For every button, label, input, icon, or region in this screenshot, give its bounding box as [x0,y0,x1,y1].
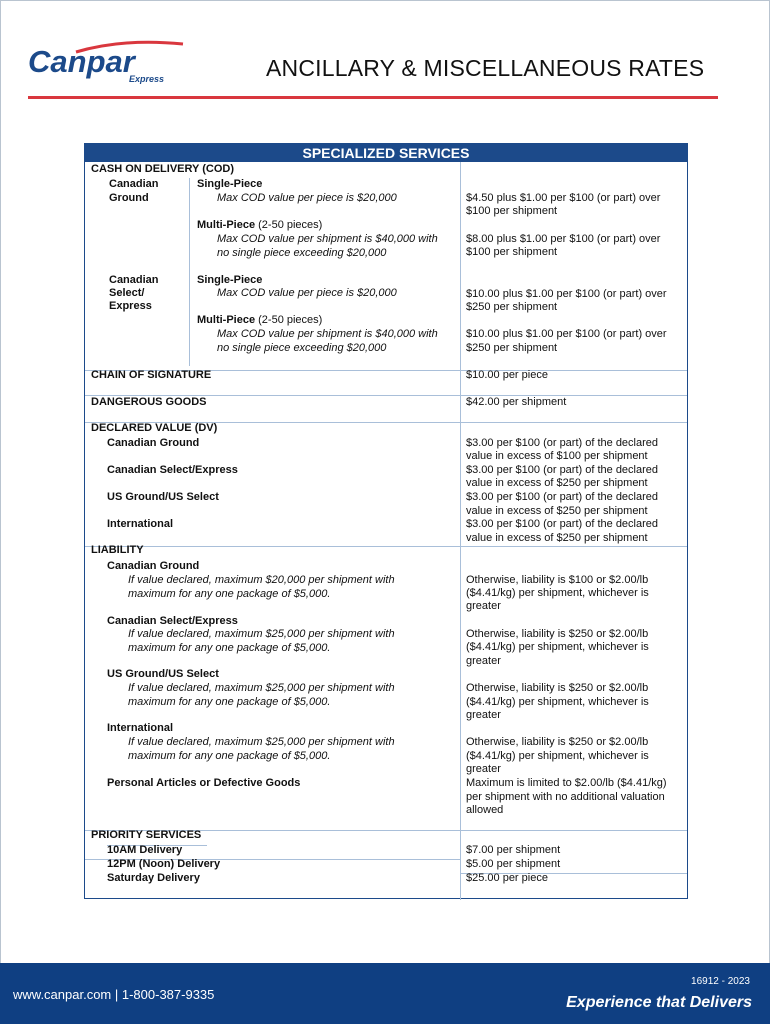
footer-tagline: Experience that Delivers [566,994,752,1011]
dv-rate: $3.00 per $100 (or part) of the declared [466,464,659,476]
cod-rate: $100 per shipment [466,246,558,258]
document-code: 16912 - 2023 [691,976,750,987]
liability-select: Canadian Select/Express [107,615,238,627]
cod-select-label: Canadian [109,274,159,286]
liability-personal: Personal Articles or Defective Goods [107,777,301,789]
page-title: ANCILLARY & MISCELLANEOUS RATES [266,55,705,81]
chain-rate: $10.00 per piece [466,369,548,381]
liability-rate: Maximum is limited to $2.00/lb ($4.41/kg) [466,777,667,789]
liability-desc: If value declared, maximum $25,000 per shipment with [128,736,395,748]
dv-rate: $3.00 per $100 (or part) of the declared [466,437,659,449]
cod-desc: Max COD value per piece is $20,000 [217,287,397,299]
liability-rate: greater [466,763,501,775]
cod-select-label: Express [109,300,152,312]
liability-us: US Ground/US Select [107,668,219,680]
dv-rate: $3.00 per $100 (or part) of the declared [466,491,659,503]
liability-heading: LIABILITY [91,544,144,556]
cod-desc: Max COD value per piece is $20,000 [217,192,397,204]
dv-us: US Ground/US Select [107,491,219,503]
liability-rate: allowed [466,804,504,816]
liability-desc: maximum for any one package of $5,000. [128,750,331,762]
dv-heading: DECLARED VALUE (DV) [91,422,218,434]
cod-desc: no single piece exceeding $20,000 [217,247,387,259]
liability-desc: If value declared, maximum $25,000 per shipment with [128,628,395,640]
canpar-logo [28,38,188,88]
liability-rate: Otherwise, liability is $100 or $2.00/lb [466,574,649,586]
cod-heading: CASH ON DELIVERY (COD) [91,163,235,175]
cod-single-piece: Single-Piece [197,178,263,190]
liability-rate: ($4.41/kg) per shipment, whichever is [466,696,649,708]
logo-sub: Express [129,74,165,84]
dangerous-rate: $42.00 per shipment [466,396,567,408]
cod-desc: no single piece exceeding $20,000 [217,342,387,354]
liability-desc: maximum for any one package of $5,000. [128,696,331,708]
cod-rate: $10.00 plus $1.00 per $100 (or part) over [466,288,667,300]
priority-heading: PRIORITY SERVICES [91,829,202,841]
liability-rate: greater [466,600,501,612]
footer-bar [0,963,770,1024]
liability-rate: Otherwise, liability is $250 or $2.00/lb [466,682,649,694]
liability-desc: maximum for any one package of $5,000. [128,642,331,654]
liability-desc: If value declared, maximum $20,000 per shipment with [128,574,395,586]
cod-select-label: Select/ [109,287,145,299]
cod-desc: Max COD value per shipment is $40,000 with [217,233,438,245]
logo-brand: Canpar [28,44,135,79]
cod-single-piece: Single-Piece [197,274,263,286]
cod-label-column [107,178,190,366]
title-rule [28,96,718,99]
cod-multi-piece-range: (2-50 pieces) [255,314,323,326]
priority-rate: $7.00 per shipment [466,844,561,856]
dv-select: Canadian Select/Express [107,464,238,476]
liability-desc: If value declared, maximum $25,000 per shipment with [128,682,395,694]
dv-intl: International [107,518,174,530]
cod-rate: $100 per shipment [466,205,558,217]
priority-saturday: Saturday Delivery [107,872,200,884]
liability-intl: International [107,722,174,734]
dangerous-label: DANGEROUS GOODS [91,396,207,408]
liability-rate: ($4.41/kg) per shipment, whichever is [466,587,649,599]
priority-10am: 10AM Delivery [107,844,183,856]
liability-ground: Canadian Ground [107,560,200,572]
priority-rate: $25.00 per piece [466,872,548,884]
liability-rate: ($4.41/kg) per shipment, whichever is [466,750,649,762]
chain-label: CHAIN OF SIGNATURE [91,369,212,381]
liability-rate: Otherwise, liability is $250 or $2.00/lb [466,736,649,748]
cod-rate: $8.00 plus $1.00 per $100 (or part) over [466,233,661,245]
rates-table [84,143,688,899]
column-divider [460,162,461,900]
liability-desc: maximum for any one package of $5,000. [128,588,331,600]
cod-multi-piece [197,219,322,233]
cod-multi-piece [197,314,322,328]
liability-rate: per shipment with no additional valuation [466,791,665,803]
dv-rate: $3.00 per $100 (or part) of the declared [466,518,659,530]
priority-rate: $5.00 per shipment [466,858,561,870]
dv-rate: value in excess of $250 per shipment [466,505,648,517]
cod-rate: $250 per shipment [466,342,558,354]
table-heading: SPECIALIZED SERVICES [85,144,687,162]
dv-rate: value in excess of $100 per shipment [466,450,648,462]
priority-noon: 12PM (Noon) Delivery [107,858,221,870]
cod-multi-piece-range: (2-50 pieces) [255,219,323,231]
row-divider [85,546,687,547]
liability-rate: ($4.41/kg) per shipment, whichever is [466,641,649,653]
cod-rate: $4.50 plus $1.00 per $100 (or part) over [466,192,661,204]
liability-rate: greater [466,655,501,667]
cod-desc: Max COD value per shipment is $40,000 with [217,328,438,340]
dv-ground: Canadian Ground [107,437,200,449]
cod-rate: $10.00 plus $1.00 per $100 (or part) over [466,328,667,340]
cod-ground-label: Ground [109,192,149,204]
dv-rate: value in excess of $250 per shipment [466,477,648,489]
cod-multi-piece-label: Multi-Piece [197,314,256,326]
cod-multi-piece-label: Multi-Piece [197,219,256,231]
footer-contact[interactable]: www.canpar.com | 1-800-387-9335 [13,987,215,1002]
liability-rate: greater [466,709,501,721]
dv-rate: value in excess of $250 per shipment [466,532,648,544]
cod-ground-label: Canadian [109,178,159,190]
cod-rate: $250 per shipment [466,301,558,313]
liability-rate: Otherwise, liability is $250 or $2.00/lb [466,628,649,640]
